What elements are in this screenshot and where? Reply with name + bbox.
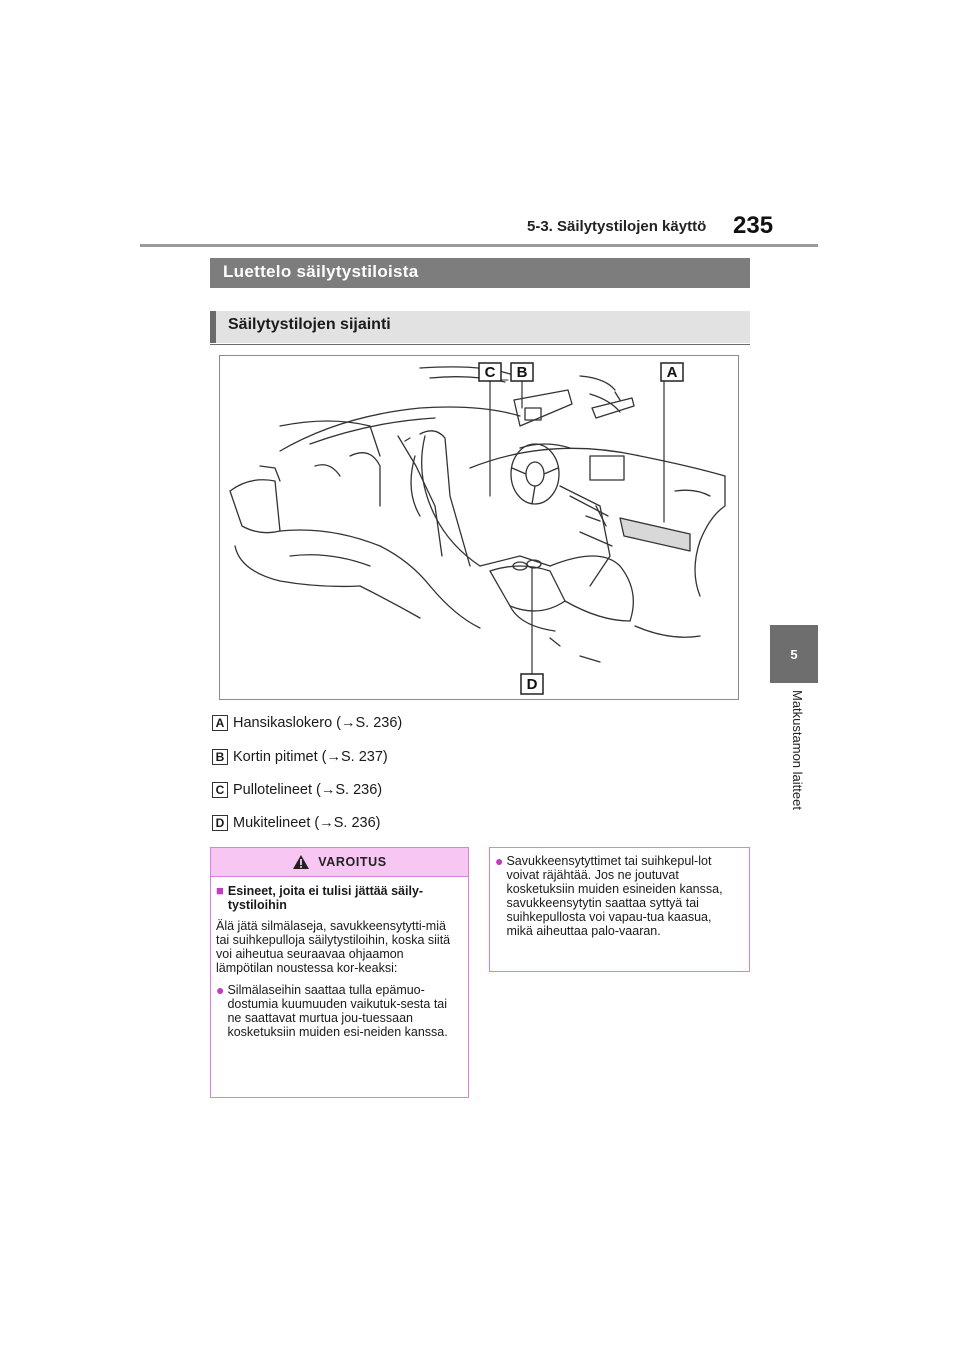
section-title: Luettelo säilytystiloista	[210, 258, 750, 288]
callout-a: A	[666, 364, 678, 381]
warning-paragraph: Älä jätä silmälaseja, savukkeensytytti-miä tai suihkepulloja säilytystiloihin, koska siitä voi aiheutua seuraavaa ohjaamon lämpötilan noustessa kor-keaksi:	[216, 919, 451, 975]
subsection-title: Säilytystilojen sijainti	[210, 311, 750, 343]
legend-item-a	[212, 712, 402, 734]
legend-text-d: Mukitelineet (→S. 236)	[233, 815, 381, 831]
warning-header	[211, 848, 468, 877]
chapter-label: Matkustamon laitteet	[790, 690, 805, 810]
legend-item-d	[212, 812, 380, 834]
interior-illustration	[219, 355, 739, 700]
callout-c: C	[484, 364, 496, 381]
dot-bullet-icon: ●	[495, 853, 504, 869]
callout-d: D	[526, 676, 538, 693]
legend-key-d: D	[212, 815, 228, 831]
chapter-tab[interactable]: 5	[770, 625, 818, 683]
warning-bullet-2: ● Savukkeensytyttimet tai suihkepul-lot voivat räjähtää. Jos ne joutuvat kosketuksiin muiden esineiden kanssa, savukkeensytytin saattaa syttyä tai suihkepullosta voi vapau-tua kaasua, mikä aiheuttaa palo-vaaran.	[495, 853, 723, 938]
warning-box	[210, 847, 469, 1098]
callout-b: B	[516, 364, 528, 381]
warning-bullet-1: ● Silmälaseihin saattaa tulla epämuo-dostumia kuumuuden vaikutuk-sesta tai ne saattavat murtua jou-tuessaan kosketuksiin muiden esi-neiden kanssa.	[216, 982, 448, 1039]
legend-key-b: B	[212, 749, 228, 765]
legend-text-a: Hansikaslokero (→S. 236)	[233, 715, 403, 731]
warning-title: VAROITUS	[318, 855, 387, 869]
header-section-title: 5-3. Säilytystilojen käyttö	[527, 218, 707, 235]
legend-key-a: A	[212, 715, 228, 731]
page-number: 235	[733, 212, 774, 239]
legend-item-c	[212, 779, 382, 801]
car-interior-drawing	[220, 356, 740, 701]
warning-triangle-icon	[292, 854, 310, 870]
warning-box-continued	[489, 847, 750, 972]
legend-key-c: C	[212, 782, 228, 798]
legend-text-b: Kortin pitimet (→S. 237)	[233, 749, 388, 765]
header-divider	[140, 244, 818, 247]
dot-bullet-icon: ●	[216, 982, 225, 998]
warning-heading: ■ Esineet, joita ei tulisi jättää säily-tystiloihin	[216, 883, 424, 912]
legend-item-b	[212, 746, 388, 768]
legend-text-c: Pullotelineet (→S. 236)	[233, 782, 383, 798]
square-bullet-icon: ■	[216, 883, 224, 898]
